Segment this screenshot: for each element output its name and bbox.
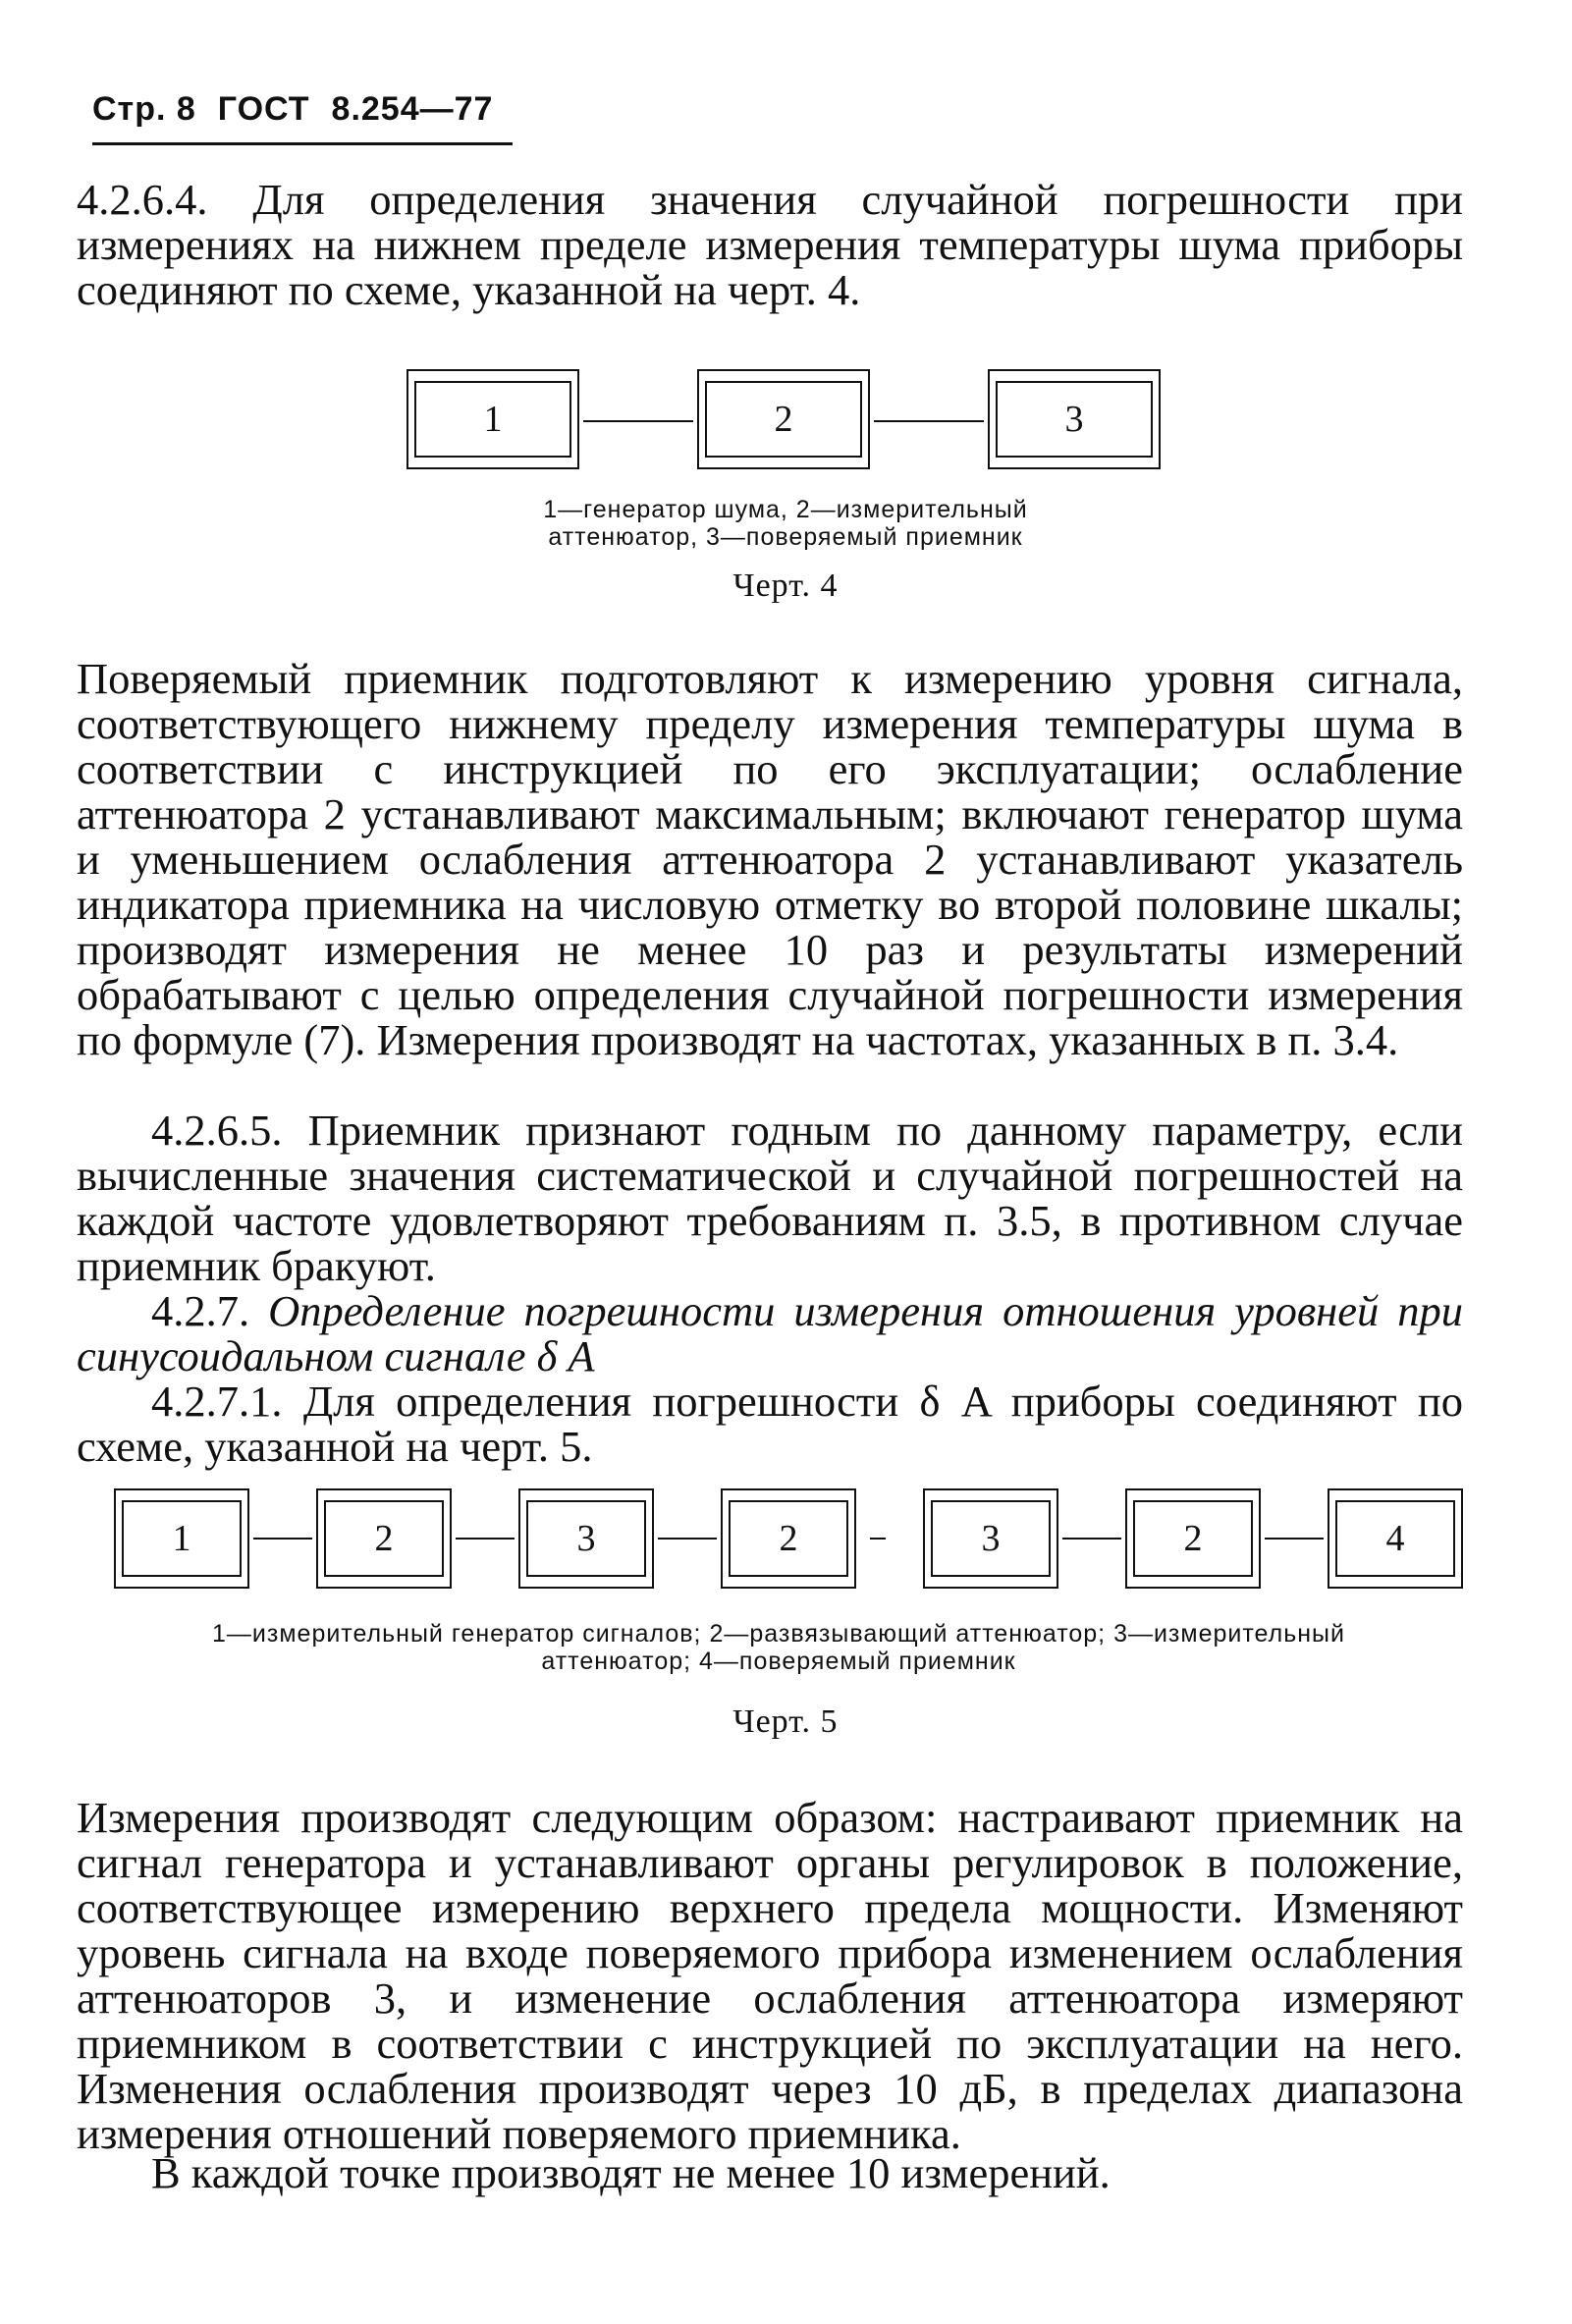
fig5-block	[1133, 1500, 1253, 1577]
fig5-wire	[870, 1538, 886, 1540]
section-number: 4.2.7.	[151, 1286, 250, 1335]
fig5-block	[324, 1500, 444, 1577]
fig4-block	[996, 381, 1153, 458]
fig5-wire	[658, 1538, 717, 1540]
gost-number: 8.254—77	[331, 90, 494, 128]
paragraph-receiver-preparation: Поверяемый приемник подготовляют к измерению уровня сигнала, соответствующего нижнему пределу измерения температуры шума в соответствии с инструкцией по его эксплуатации; ослабление аттенюатора 2 устанавливают максимальным; включают генератор шума и уменьшением ослабления аттенюатора 2 устанавливают указатель индикатора приемника на числовую отметку во второй половине шкалы; производят измерения не менее 10 раз и результаты измерений обрабатывают с целью определения случайной погрешности измерения по формуле (7). Измерения производят на частотах, указанных в п. 3.4.	[77, 654, 1463, 1064]
fig4-caption-line: 1—генератор шума, 2—измерительный	[543, 496, 1028, 523]
section-title: Определение погрешности измерения отношения уровней при синусоидальном сигнале δ A	[77, 1286, 1463, 1380]
fig5-wire	[456, 1538, 515, 1540]
fig5-block-label: 2	[1183, 1518, 1203, 1559]
gost-label: ГОСТ	[217, 90, 310, 128]
fig4-wire	[583, 420, 693, 422]
page-number: Стр. 8	[92, 90, 196, 128]
fig5-block	[729, 1500, 848, 1577]
fig5-caption-line: аттенюатор; 4—поверяемый приемник	[541, 1648, 1016, 1675]
paragraph-measurement-count: В каждой точке производят не менее 10 измерений.	[151, 2148, 1111, 2197]
fig5-block-label: 3	[576, 1518, 596, 1559]
fig5-title: Черт. 5	[732, 1703, 839, 1740]
fig5-block	[526, 1500, 646, 1577]
fig4-block	[705, 381, 862, 458]
fig5-block	[122, 1500, 242, 1577]
fig5-wire	[253, 1538, 312, 1540]
fig4-block-label: 3	[1064, 399, 1084, 440]
fig5-wire	[1265, 1538, 1324, 1540]
fig5-block-label: 4	[1385, 1518, 1405, 1559]
fig5-block-label: 1	[172, 1518, 191, 1559]
fig5-block-label: 2	[779, 1518, 798, 1559]
fig5-caption-line: 1—измерительный генератор сигналов; 2—развязывающий аттенюатор; 3—измерительный	[212, 1620, 1345, 1648]
fig4-block-label: 1	[483, 399, 503, 440]
paragraph-4-2-6-5: 4.2.6.5. Приемник признают годным по данному параметру, если вычисленные значения систематической и случайной погрешностей на каждой частоте удовлетворяют требованиям п. 3.5, в противном случае приемник бракуют.	[77, 1106, 1463, 1290]
page-header	[92, 90, 513, 145]
fig5-block	[1335, 1500, 1455, 1577]
fig4-wire	[874, 420, 984, 422]
fig4-title: Черт. 4	[732, 567, 839, 604]
fig4-block-label: 2	[774, 399, 793, 440]
fig4-block	[414, 381, 571, 458]
fig5-block-label: 3	[981, 1518, 1001, 1559]
paragraph-4-2-7	[77, 1288, 1463, 1378]
fig4-caption	[295, 496, 1276, 551]
fig5-block	[931, 1500, 1051, 1577]
fig5-caption	[77, 1620, 1481, 1675]
fig4-caption-line: аттенюатор, 3—поверяемый приемник	[548, 523, 1023, 551]
paragraph-measurement-procedure: Измерения производят следующим образом: настраивают приемник на сигнал генератора и устанавливают органы регулировок в положение, соответствующее измерению верхнего предела мощности. Изменяют уровень сигнала на входе поверяемого прибора изменением ослабления аттенюаторов 3, и изменение ослабления аттенюатора измеряют приемником в соответствии с инструкцией по эксплуатации на него. Изменения ослабления производят через 10 дБ, в пределах диапазона измерения отношений поверяемого приемника.	[77, 1793, 1463, 2158]
paragraph-4-2-6-4: 4.2.6.4. Для определения значения случайной погрешности при измерениях на нижнем пределе измерения температуры шума приборы соединяют по схеме, указанной на черт. 4.	[77, 175, 1463, 314]
paragraph-4-2-7-1: 4.2.7.1. Для определения погрешности δ A приборы соединяют по схеме, указанной на черт. 5.	[77, 1377, 1463, 1471]
fig5-wire	[1062, 1538, 1121, 1540]
fig5-block-label: 2	[374, 1518, 394, 1559]
